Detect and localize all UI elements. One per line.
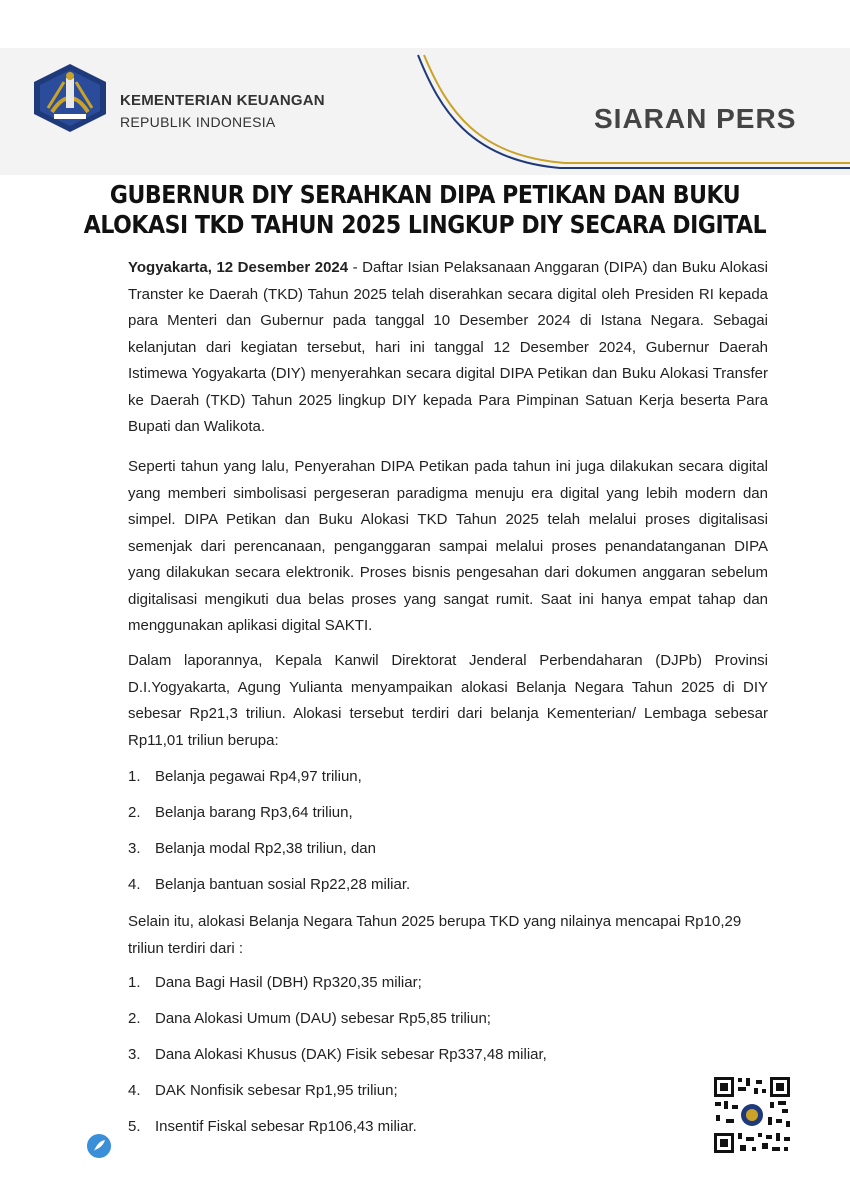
qr-code-icon[interactable] — [712, 1075, 792, 1155]
feather-badge-icon — [86, 1133, 112, 1159]
paragraph-2 — [128, 454, 768, 640]
press-release-label: SIARAN PERS — [594, 103, 797, 134]
list-item: 1. Belanja pegawai Rp4,97 triliun, — [128, 768, 362, 785]
header-decoration — [0, 0, 850, 175]
paragraph-4: Selain itu, alokasi Belanja Negara Tahun 2025 berupa TKD yang nilainya mencapai Rp10,29 triliun terdiri dari : — [128, 913, 742, 957]
org-subtitle: REPUBLIK INDONESIA — [120, 114, 276, 130]
list-item: 2. Dana Alokasi Umum (DAU) sebesar Rp5,85 triliun; — [128, 1010, 491, 1027]
list-item: 1. Dana Bagi Hasil (DBH) Rp320,35 miliar; — [128, 974, 422, 991]
list-item: 3. Dana Alokasi Khusus (DAK) Fisik sebesar Rp337,48 miliar, — [128, 1046, 547, 1063]
paragraph-1 — [128, 255, 768, 441]
paragraph-3-text: Dalam laporannya, Kepala Kanwil Direktorat Jenderal Perbendaharan (DJPb) Provinsi D.I.Yogyakarta, Agung Yulianta menyampaikan alokasi Belanja Negara Tahun 2025 di DIY sebesar Rp21,3 triliun. Alokasi tersebut terdiri dari belanja Kementerian/ Lembaga sebesar Rp11,01 triliun berupa: — [128, 652, 768, 749]
list-item: 5. Insentif Fiskal sebesar Rp106,43 miliar. — [128, 1118, 417, 1135]
org-name: KEMENTERIAN KEUANGAN — [120, 92, 325, 109]
list-item: 4. Belanja bantuan sosial Rp22,28 miliar. — [128, 876, 411, 893]
list-item: 4. DAK Nonfisik sebesar Rp1,95 triliun; — [128, 1082, 398, 1099]
paragraph-3 — [128, 648, 768, 754]
list-item: 3. Belanja modal Rp2,38 triliun, dan — [128, 840, 376, 857]
paragraph-1-text: - Daftar Isian Pelaksanaan Anggaran (DIPA) dan Buku Alokasi Transter ke Daerah (TKD) Tahun 2025 telah diserahkan secara digital oleh Presiden RI kepada para Menteri dan Gubernur pada tanggal 10 Desember 2024 di Istana Negara. Sebagai kelanjutan dari kegiatan tersebut, hari ini tanggal 12 Desember 2024, Gubernur Daerah Istimewa Yogyakarta (DIY) menyerahkan secara digital DIPA Petikan dan Buku Alokasi Transfer ke Daerah (TKD) Tahun 2025 lingkup DIY kepada Para Pimpinan Satuan Kerja beserta Para Bupati dan Walikota. — [128, 259, 768, 435]
dateline: Yogyakarta, 12 Desember 2024 — [128, 259, 349, 276]
headline-line-1: GUBERNUR DIY SERAHKAN DIPA PETIKAN DAN BUKU — [109, 180, 741, 209]
headline-line-2: ALOKASI TKD TAHUN 2025 LINGKUP DIY SECARA DIGITAL — [83, 210, 767, 239]
kemenkeu-logo-icon — [30, 62, 110, 134]
list-item: 2. Belanja barang Rp3,64 triliun, — [128, 804, 353, 821]
paragraph-2-text: Seperti tahun yang lalu, Penyerahan DIPA Petikan pada tahun ini juga dilakukan secara digital yang memberi simbolisasi pergeseran paradigma menuju era digital yang lebih modern dan simpel. DIPA Petikan dan Buku Alokasi TKD Tahun 2025 telah melalui proses digitalisasi semenjak dari perencanaan, penganggaran sampai melalui proses penandatanganan DIPA yang dilakukan secara elektronik. Proses bisnis pengesahan dari dokumen anggaran sebelum digitalisasi mengikuti dua belas proses yang sangat rumit. Saat ini hanya empat tahap dan menggunakan aplikasi digital SAKTI. — [128, 458, 768, 634]
